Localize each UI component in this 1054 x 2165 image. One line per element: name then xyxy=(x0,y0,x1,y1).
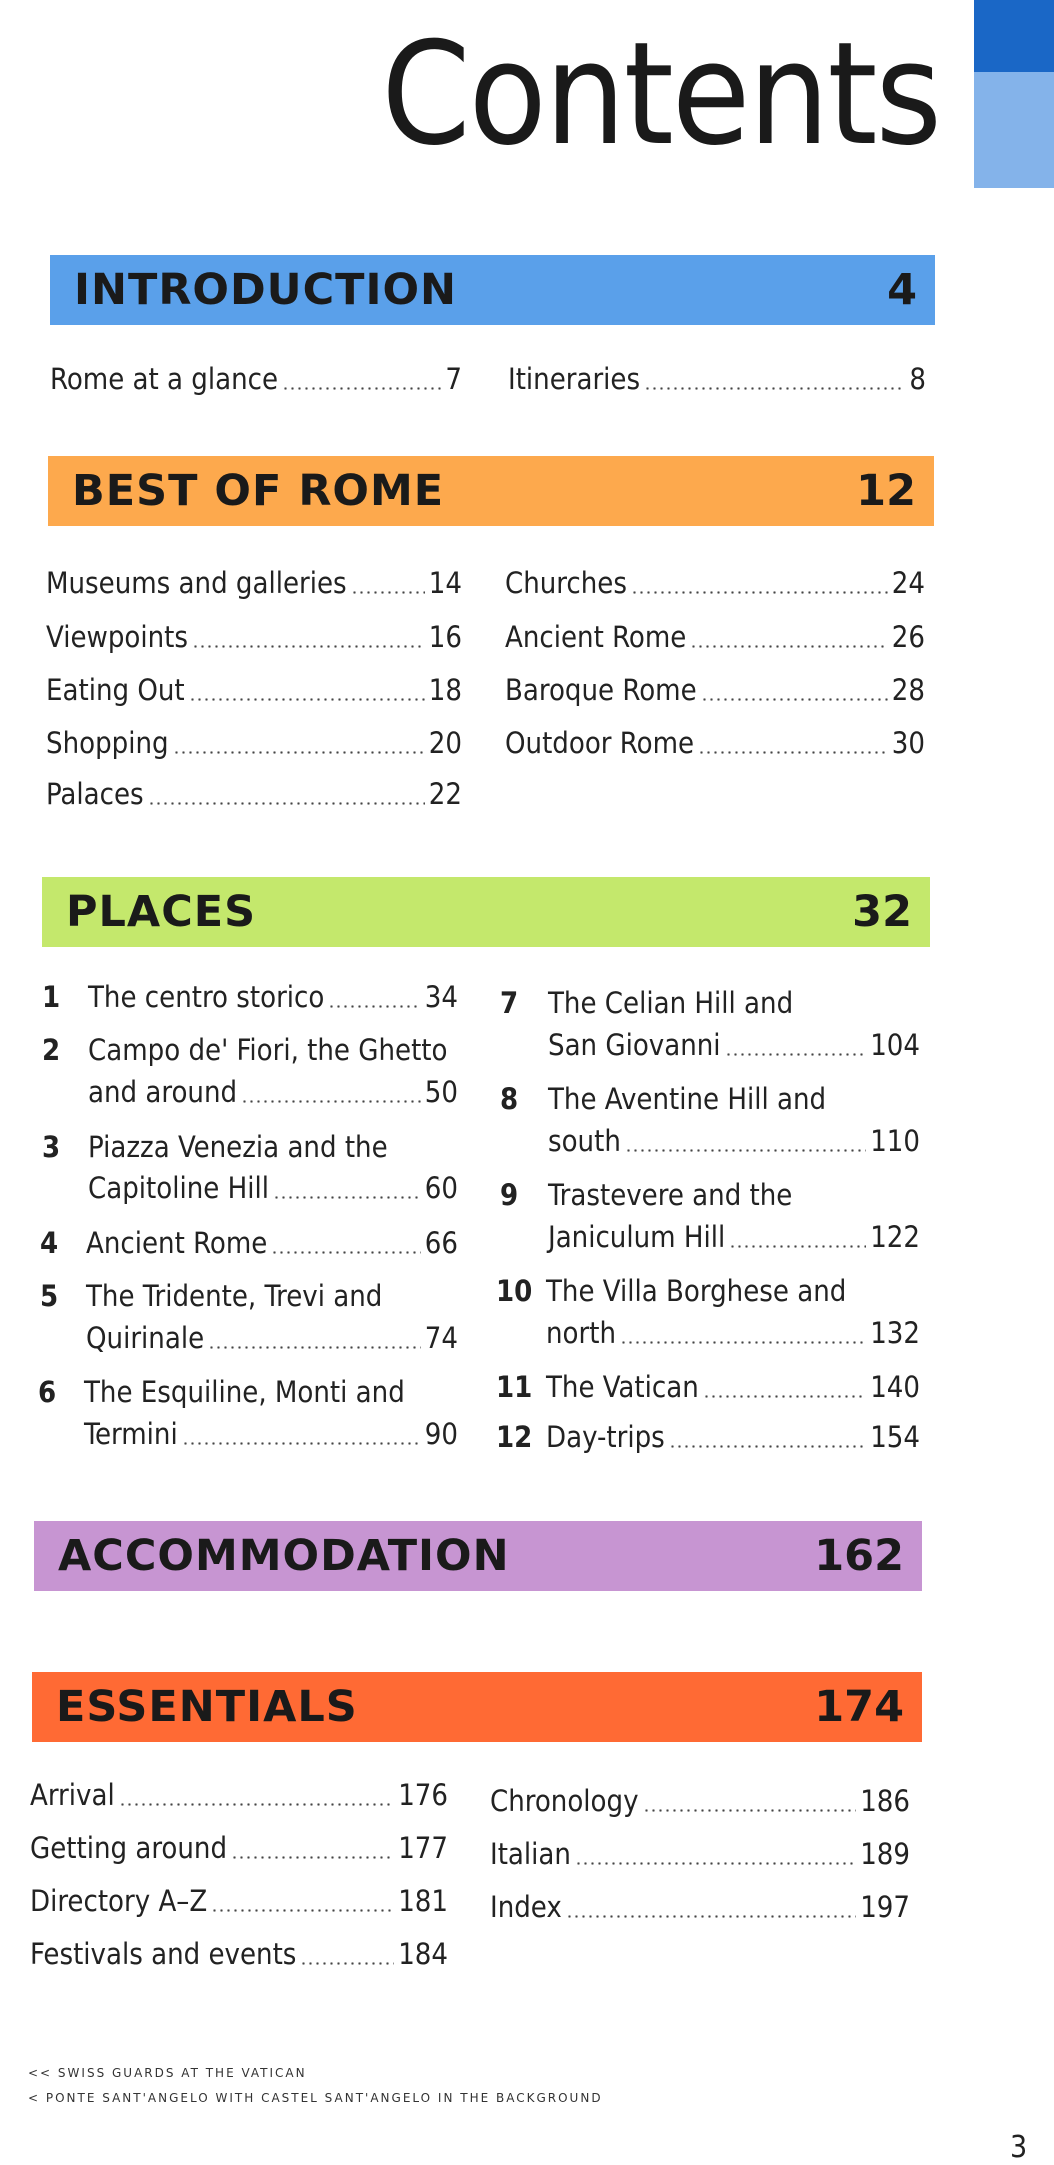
toc-entry-page: 16 xyxy=(428,620,462,654)
leader-dots xyxy=(701,698,888,701)
chapter-number: 11 xyxy=(496,1370,533,1404)
toc-entry-page: 110 xyxy=(870,1124,920,1158)
leader-dots xyxy=(631,591,888,594)
section-accommodation-page: 162 xyxy=(814,1531,904,1581)
toc-entry[interactable] xyxy=(84,1414,458,1454)
toc-entry-title: Viewpoints xyxy=(46,620,188,654)
toc-entry[interactable] xyxy=(546,1367,920,1407)
toc-entry-title: Ancient Rome xyxy=(505,620,687,654)
corner-tab-light xyxy=(974,72,1054,188)
toc-entry-title[interactable]: The Celian Hill and xyxy=(548,986,794,1020)
toc-entry-title: San Giovanni xyxy=(548,1028,721,1062)
toc-entry-page: 197 xyxy=(860,1890,910,1924)
section-essentials-page: 174 xyxy=(814,1682,904,1732)
toc-entry-title: Rome at a glance xyxy=(50,362,279,396)
leader-dots xyxy=(208,1346,421,1349)
toc-entry[interactable] xyxy=(46,563,462,603)
toc-entry[interactable] xyxy=(548,1025,920,1065)
toc-entry-title: Palaces xyxy=(46,777,144,811)
leader-dots xyxy=(211,1909,394,1912)
toc-entry[interactable] xyxy=(508,359,926,399)
leader-dots xyxy=(643,1809,857,1812)
toc-entry-title: Festivals and events xyxy=(30,1937,297,1971)
toc-entry-title: south xyxy=(548,1124,621,1158)
section-places-page: 32 xyxy=(852,887,912,937)
leader-dots xyxy=(328,1005,420,1008)
toc-entry-title: Museums and galleries xyxy=(46,566,347,600)
toc-entry-title: Capitoline Hill xyxy=(88,1171,269,1205)
toc-entry-title[interactable]: The Villa Borghese and xyxy=(546,1274,847,1308)
toc-entry-page: 30 xyxy=(891,726,925,760)
toc-entry[interactable] xyxy=(46,670,462,710)
toc-entry-title[interactable]: The Aventine Hill and xyxy=(548,1082,827,1116)
leader-dots xyxy=(644,387,905,390)
toc-entry[interactable] xyxy=(50,359,462,399)
section-introduction[interactable] xyxy=(50,255,935,325)
toc-entry-title: Outdoor Rome xyxy=(505,726,695,760)
toc-entry-page: 28 xyxy=(891,673,925,707)
toc-entry-page: 7 xyxy=(445,362,462,396)
leader-dots xyxy=(566,1915,856,1918)
toc-entry-page: 184 xyxy=(398,1937,448,1971)
toc-entry-title: Shopping xyxy=(46,726,169,760)
toc-entry[interactable] xyxy=(548,1121,920,1161)
toc-entry-title: Eating Out xyxy=(46,673,185,707)
toc-entry[interactable] xyxy=(86,1318,458,1358)
section-best-of-rome-name: BEST OF ROME xyxy=(72,466,445,516)
leader-dots xyxy=(173,751,425,754)
toc-entry-page: 20 xyxy=(428,726,462,760)
toc-entry-page: 34 xyxy=(424,980,458,1014)
leader-dots xyxy=(620,1341,866,1344)
section-essentials-name: ESSENTIALS xyxy=(56,1682,358,1732)
chapter-number: 2 xyxy=(42,1033,61,1067)
toc-entry-page: 186 xyxy=(860,1784,910,1818)
toc-entry-title: Itineraries xyxy=(508,362,641,396)
chapter-number: 5 xyxy=(40,1279,59,1313)
toc-entry-title[interactable]: The Esquiline, Monti and xyxy=(84,1375,405,1409)
toc-entry-page: 176 xyxy=(398,1778,448,1812)
toc-entry-title: Day-trips xyxy=(546,1420,665,1454)
leader-dots xyxy=(271,1251,420,1254)
toc-entry-title: Janiculum Hill xyxy=(548,1220,726,1254)
toc-entry-title: Termini xyxy=(84,1417,178,1451)
toc-entry-page: 8 xyxy=(909,362,926,396)
chapter-number: 6 xyxy=(38,1375,57,1409)
toc-entry-page: 177 xyxy=(398,1831,448,1865)
toc-entry[interactable] xyxy=(490,1887,910,1927)
toc-entry-title[interactable]: The Tridente, Trevi and xyxy=(86,1279,383,1313)
toc-entry-title: Arrival xyxy=(30,1778,115,1812)
toc-entry[interactable] xyxy=(546,1313,920,1353)
toc-entry-title: Getting around xyxy=(30,1831,228,1865)
toc-entry[interactable] xyxy=(30,1775,448,1815)
leader-dots xyxy=(241,1100,421,1103)
toc-entry[interactable] xyxy=(46,723,462,763)
toc-entry[interactable] xyxy=(86,1223,458,1263)
toc-entry-title: Baroque Rome xyxy=(505,673,697,707)
toc-entry[interactable] xyxy=(30,1934,448,1974)
toc-entry-title: north xyxy=(546,1316,616,1350)
leader-dots xyxy=(192,645,425,648)
toc-entry-page: 154 xyxy=(870,1420,920,1454)
toc-entry-page: 24 xyxy=(891,566,925,600)
leader-dots xyxy=(282,387,441,390)
leader-dots xyxy=(182,1442,421,1445)
page-title: Contents xyxy=(381,12,940,177)
toc-entry-page: 181 xyxy=(398,1884,448,1918)
section-essentials[interactable] xyxy=(32,1672,922,1742)
leader-dots xyxy=(231,1856,394,1859)
leader-dots xyxy=(669,1445,866,1448)
toc-entry-page: 140 xyxy=(870,1370,920,1404)
toc-entry-page: 22 xyxy=(428,777,462,811)
leader-dots xyxy=(300,1962,394,1965)
section-accommodation-name: ACCOMMODATION xyxy=(58,1531,510,1581)
leader-dots xyxy=(119,1803,395,1806)
toc-entry-title: Index xyxy=(490,1890,562,1924)
toc-entry[interactable] xyxy=(490,1781,910,1821)
leader-dots xyxy=(148,802,425,805)
toc-entry[interactable] xyxy=(46,774,462,814)
toc-entry[interactable] xyxy=(505,670,925,710)
photo-caption: < PONTE SANT'ANGELO WITH CASTEL SANT'ANGELO IN THE BACKGROUND xyxy=(28,2091,603,2105)
toc-entry[interactable] xyxy=(88,977,458,1017)
toc-entry-title[interactable]: Piazza Venezia and the xyxy=(88,1130,388,1164)
chapter-number: 3 xyxy=(42,1130,61,1164)
toc-entry[interactable] xyxy=(548,1217,920,1257)
chapter-number: 10 xyxy=(496,1274,533,1308)
section-introduction-page: 4 xyxy=(887,265,917,315)
toc-entry-title: and around xyxy=(88,1075,238,1109)
toc-entry[interactable] xyxy=(505,563,925,603)
chapter-number: 9 xyxy=(500,1178,519,1212)
toc-entry[interactable] xyxy=(46,617,462,657)
toc-entry-page: 104 xyxy=(870,1028,920,1062)
leader-dots xyxy=(703,1395,866,1398)
toc-entry-page: 189 xyxy=(860,1837,910,1871)
toc-entry-page: 60 xyxy=(424,1171,458,1205)
toc-entry[interactable] xyxy=(505,723,925,763)
leader-dots xyxy=(725,1053,867,1056)
chapter-number: 7 xyxy=(500,986,519,1020)
leader-dots xyxy=(575,1862,856,1865)
section-places[interactable] xyxy=(42,877,930,947)
leader-dots xyxy=(729,1245,866,1248)
toc-entry-page: 14 xyxy=(428,566,462,600)
chapter-number: 8 xyxy=(500,1082,519,1116)
section-best-of-rome[interactable] xyxy=(48,456,934,526)
toc-entry-page: 90 xyxy=(424,1417,458,1451)
section-places-name: PLACES xyxy=(66,887,257,937)
leader-dots xyxy=(690,645,887,648)
photo-caption: << SWISS GUARDS AT THE VATICAN xyxy=(28,2066,307,2080)
toc-entry[interactable] xyxy=(505,617,925,657)
toc-entry-page: 18 xyxy=(428,673,462,707)
toc-entry-title: Italian xyxy=(490,1837,571,1871)
toc-entry[interactable] xyxy=(546,1417,920,1457)
toc-entry[interactable] xyxy=(30,1828,448,1868)
section-introduction-name: INTRODUCTION xyxy=(74,265,458,315)
leader-dots xyxy=(351,591,425,594)
leader-dots xyxy=(189,698,425,701)
toc-entry[interactable] xyxy=(490,1834,910,1874)
chapter-number: 1 xyxy=(42,980,61,1014)
toc-entry-title: Directory A–Z xyxy=(30,1884,208,1918)
corner-tab-dark xyxy=(974,0,1054,72)
toc-entry-title[interactable]: Trastevere and the xyxy=(548,1178,793,1212)
toc-entry[interactable] xyxy=(30,1881,448,1921)
leader-dots xyxy=(273,1196,421,1199)
toc-entry-title: Churches xyxy=(505,566,627,600)
toc-entry[interactable] xyxy=(88,1168,458,1208)
toc-entry-title: The centro storico xyxy=(88,980,325,1014)
toc-entry-page: 26 xyxy=(891,620,925,654)
chapter-number: 12 xyxy=(496,1420,533,1454)
toc-entry-page: 74 xyxy=(424,1321,458,1355)
toc-entry-title: Chronology xyxy=(490,1784,639,1818)
toc-entry-title: Ancient Rome xyxy=(86,1226,268,1260)
page-number: 3 xyxy=(1010,2130,1028,2165)
toc-entry-title: The Vatican xyxy=(546,1370,699,1404)
toc-entry-page: 132 xyxy=(870,1316,920,1350)
section-accommodation[interactable] xyxy=(34,1521,922,1591)
toc-entry-page: 50 xyxy=(424,1075,458,1109)
toc-entry-page: 122 xyxy=(870,1220,920,1254)
leader-dots xyxy=(698,751,888,754)
section-best-of-rome-page: 12 xyxy=(856,466,916,516)
toc-entry-title: Quirinale xyxy=(86,1321,205,1355)
toc-entry-title[interactable]: Campo de' Fiori, the Ghetto xyxy=(88,1033,448,1067)
toc-entry[interactable] xyxy=(88,1072,458,1112)
chapter-number: 4 xyxy=(40,1226,59,1260)
toc-entry-page: 66 xyxy=(424,1226,458,1260)
leader-dots xyxy=(625,1149,866,1152)
